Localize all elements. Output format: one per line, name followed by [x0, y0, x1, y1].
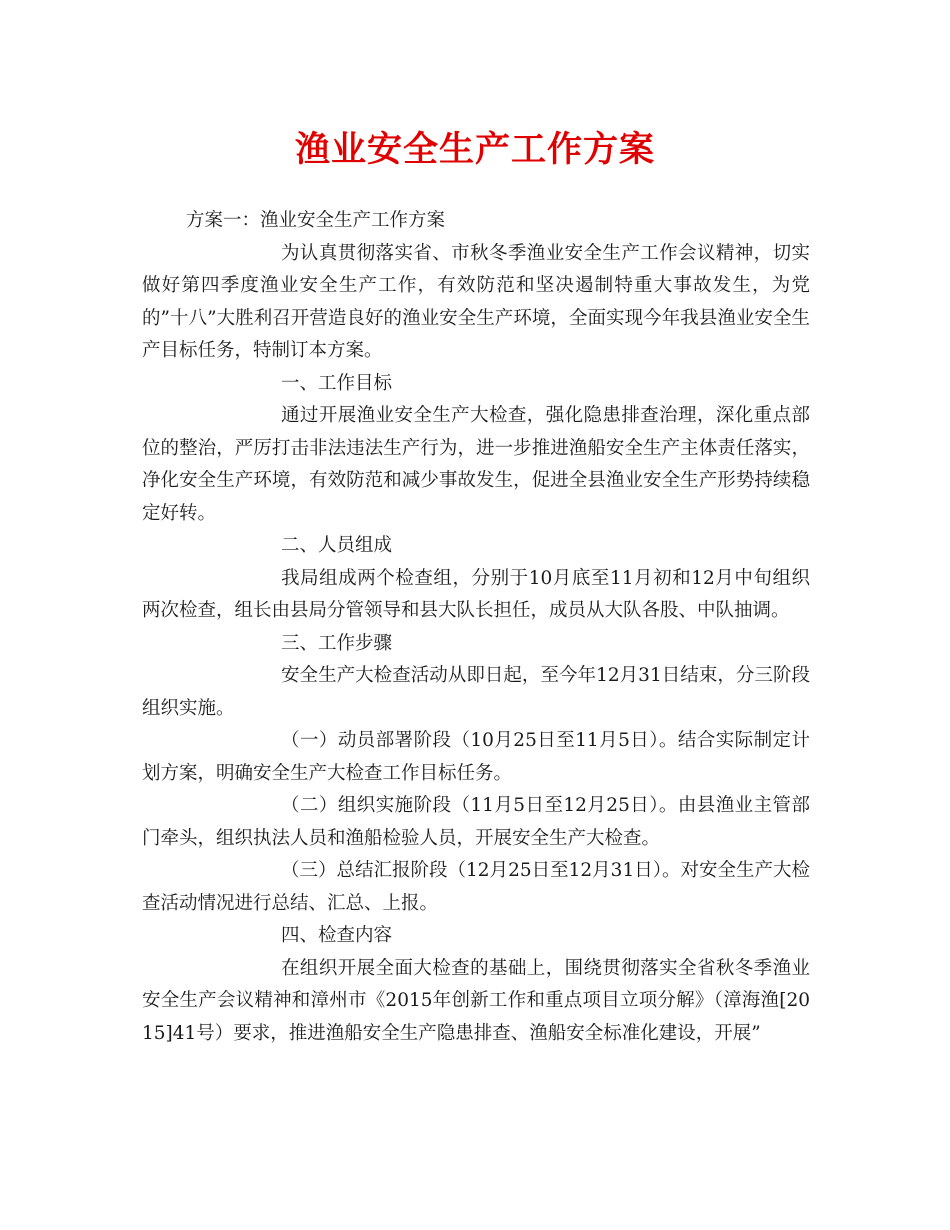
- intro-paragraph: 为认真贯彻落实省、市秋冬季渔业安全生产工作会议精神，切实做好第四季度渔业安全生产工作，有效防范和坚决遏制特重大事故发生，为党的”十八”大胜利召开营造良好的渔业安全生产环境，全面实现今年我县渔业安全生产目标任务，特制订本方案。: [142, 242, 810, 361]
- steps-paragraph: 安全生产大检查活动从即日起，至今年12月31日结束，分三阶段组织实施。: [142, 665, 810, 719]
- goals-paragraph: 通过开展渔业安全生产大检查，强化隐患排查治理，深化重点部位的整治，严厉打击非法违法生产行为，进一步推进渔船安全生产主体责任落实，净化安全生产环境，有效防范和减少事故发生，促进全县渔业安全生产形势持续稳定好转。: [142, 405, 810, 524]
- section-heading-staff: 二、人员组成: [281, 535, 393, 556]
- document-body: [142, 205, 810, 1050]
- section-heading-goals: 一、工作目标: [281, 372, 393, 394]
- section-heading-content: 四、检查内容: [281, 925, 393, 946]
- plan-heading: 方案一：渔业安全生产工作方案: [186, 210, 446, 231]
- section-heading-steps: 三、工作步骤: [281, 632, 393, 654]
- step-two-paragraph: （二）组织实施阶段（11月5日至12月25日）。由县渔业主管部门牵头，组织执法人员和渔船检验人员，开展安全生产大检查。: [142, 795, 810, 849]
- staff-paragraph: 我局组成两个检查组，分别于10月底至11月初和12月中旬组织两次检查，组长由县局分管领导和县大队长担任，成员从大队各股、中队抽调。: [142, 567, 810, 621]
- document-title: 渔业安全生产工作方案: [294, 129, 655, 170]
- step-three-paragraph: （三）总结汇报阶段（12月25日至12月31日）。对安全生产大检查活动情况进行总结、汇总、上报。: [142, 860, 810, 914]
- step-one-paragraph: （一）动员部署阶段（10月25日至11月5日）。结合实际制定计划方案，明确安全生产大检查工作目标任务。: [142, 730, 810, 784]
- content-paragraph: 在组织开展全面大检查的基础上，围绕贯彻落实全省秋冬季渔业安全生产会议精神和漳州市《2015年创新工作和重点项目立项分解》（漳海渔[2015]41号）要求，推进渔船安全生产隐患排查、渔船安全标准化建设，开展”: [142, 957, 810, 1044]
